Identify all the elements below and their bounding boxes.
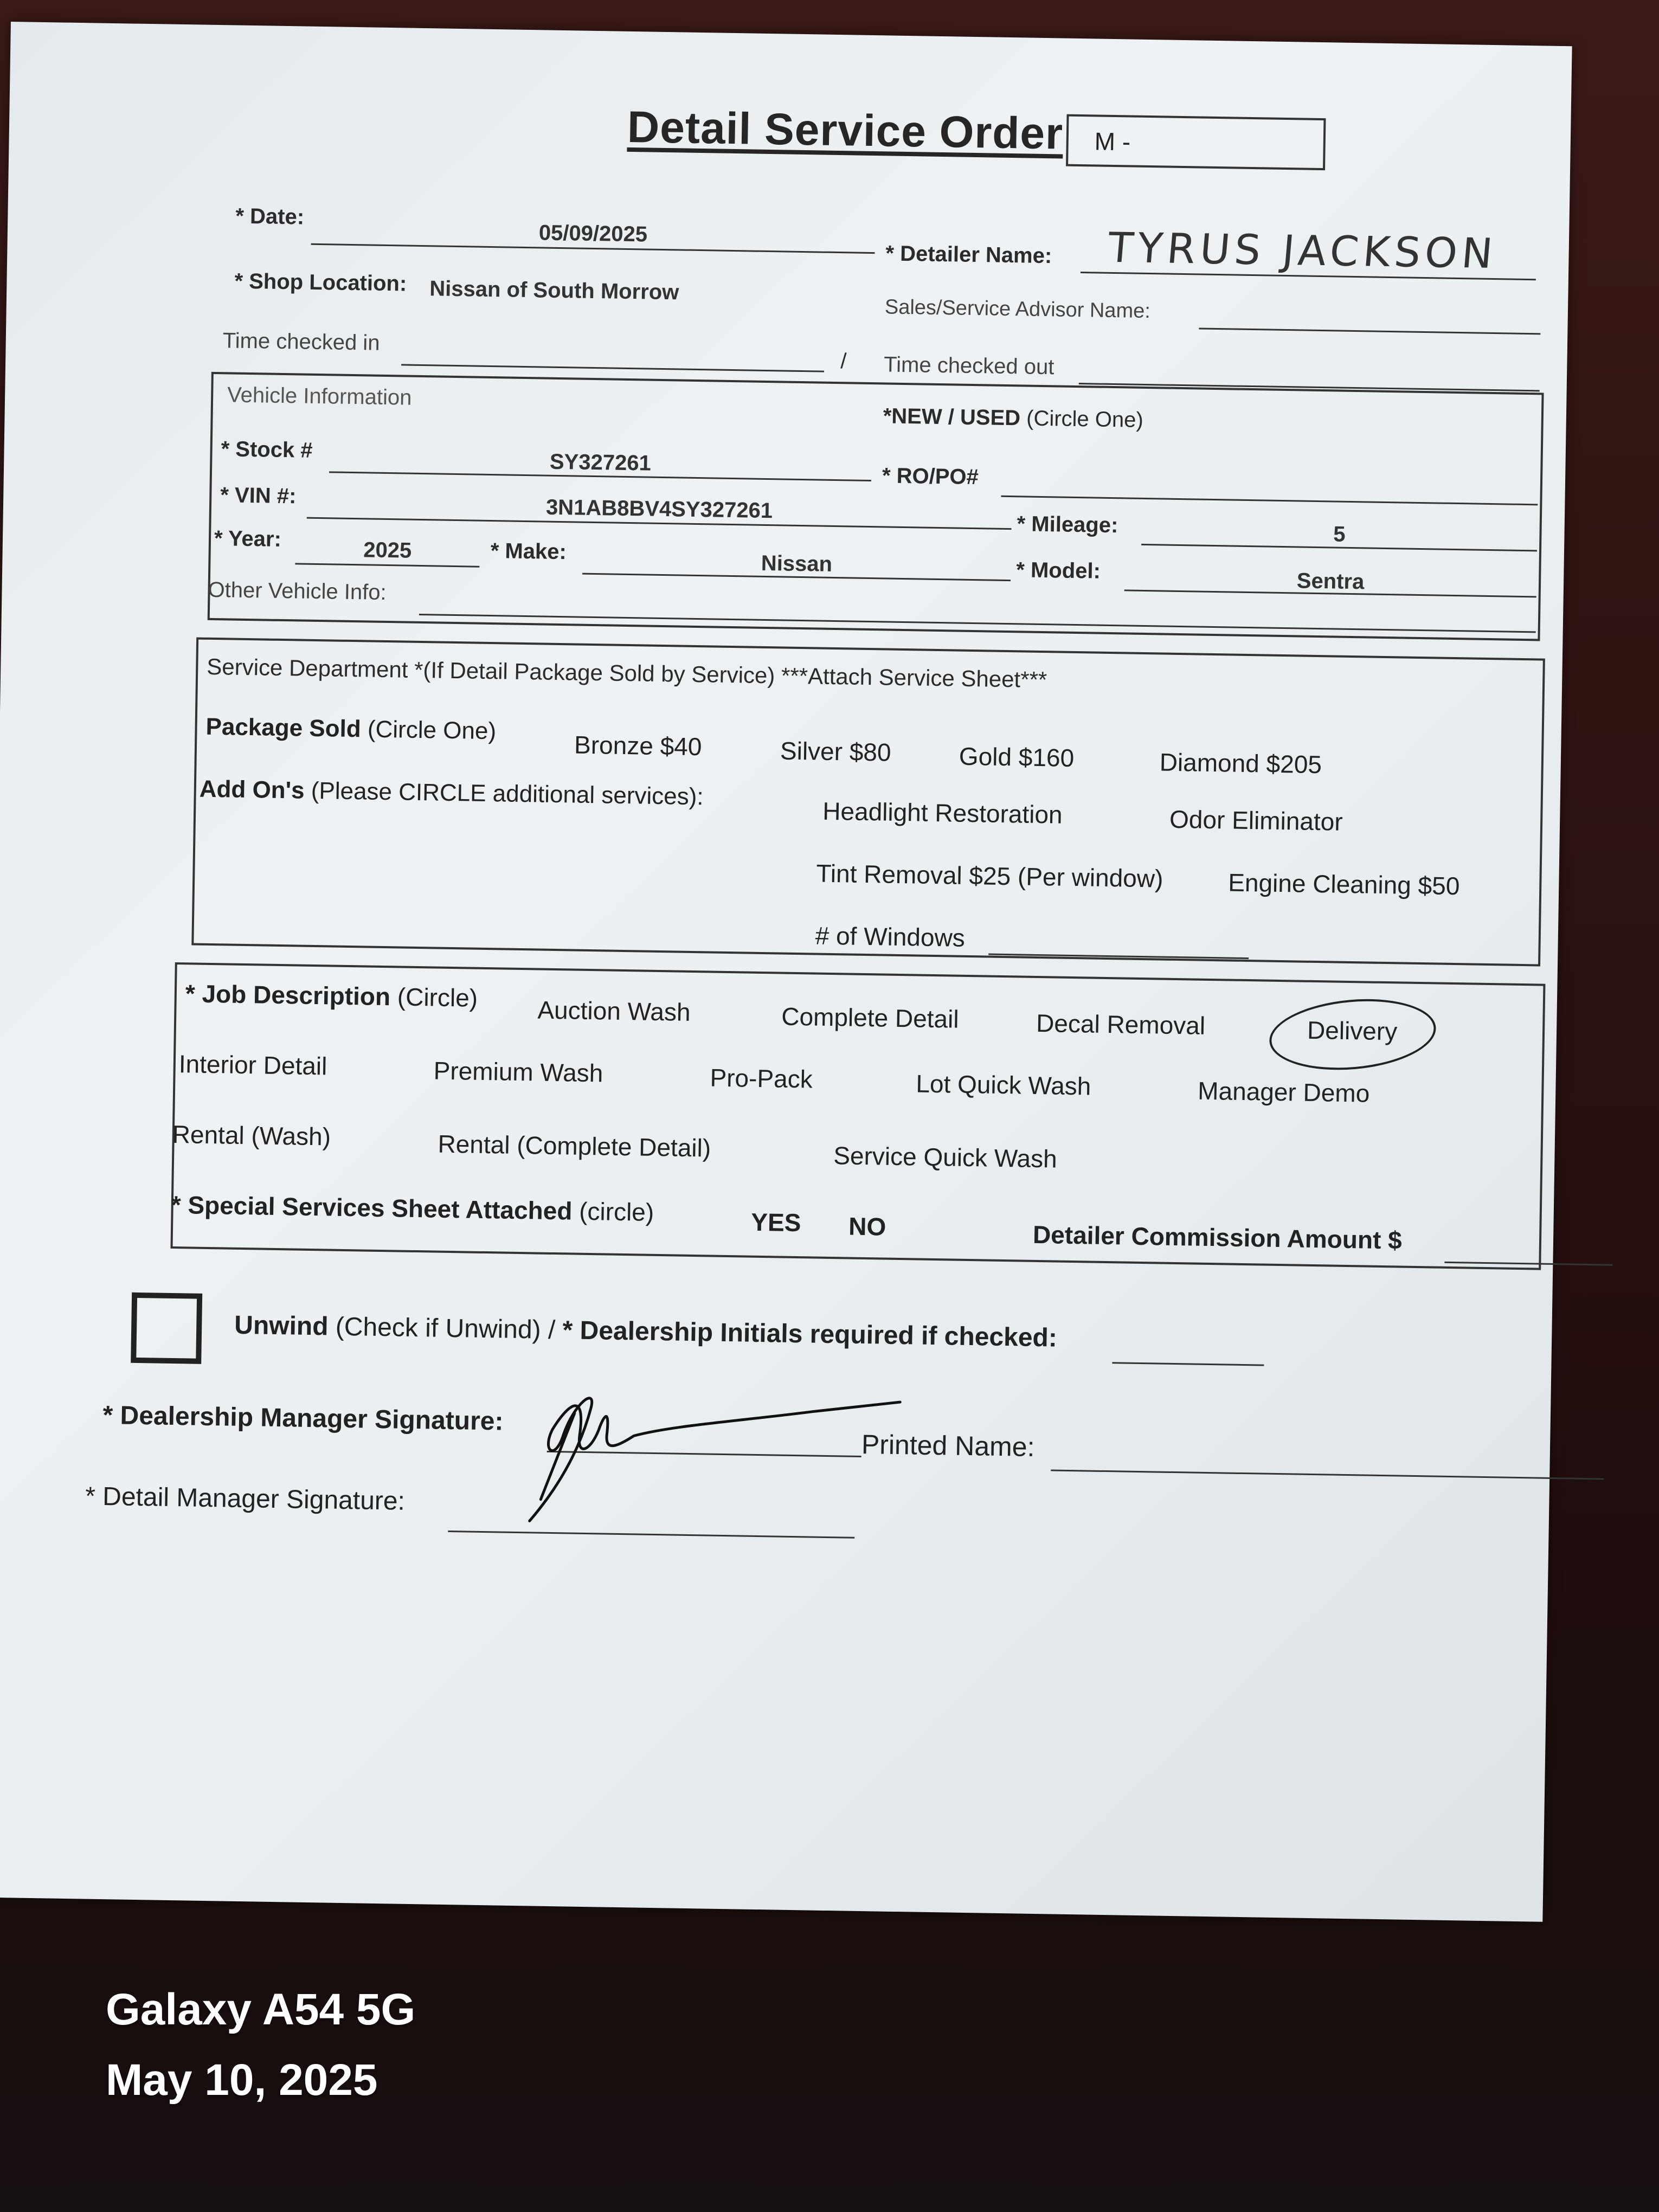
package-silver: Silver $80: [780, 736, 892, 767]
job-service-quick-wash: Service Quick Wash: [833, 1141, 1058, 1173]
add-ons-hint: (Please CIRCLE additional services):: [311, 777, 704, 811]
printed-name-line: [1051, 1469, 1604, 1480]
dealership-manager-signature-image: [507, 1369, 922, 1538]
job-rental-wash: Rental (Wash): [172, 1120, 331, 1151]
job-description-label: * Job Description: [185, 979, 391, 1011]
job-interior-detail: Interior Detail: [178, 1050, 327, 1081]
make-value: Nissan: [761, 551, 833, 576]
job-complete-detail: Complete Detail: [781, 1002, 959, 1033]
model-label: * Model:: [1015, 558, 1101, 583]
commission-label: Detailer Commission Amount $: [1032, 1220, 1403, 1255]
job-premium-wash: Premium Wash: [433, 1056, 603, 1088]
mileage-label: * Mileage:: [1017, 512, 1118, 538]
new-used-field: [883, 404, 1143, 433]
vin-label: * VIN #:: [220, 483, 297, 509]
date-label: * Date:: [235, 204, 305, 229]
dealership-initials-line: [1112, 1362, 1264, 1366]
detailer-name-label: * Detailer Name:: [885, 241, 1052, 268]
new-used-label: *NEW / USED: [883, 404, 1021, 430]
time-separator: /: [840, 349, 847, 374]
stock-value: SY327261: [549, 449, 652, 475]
dealership-manager-signature-label: * Dealership Manager Signature:: [102, 1400, 504, 1436]
dealership-initials-label: * Dealership Initials required if checked:: [562, 1316, 1058, 1353]
package-diamond: Diamond $205: [1159, 748, 1322, 779]
unwind-field: [234, 1310, 1057, 1353]
job-auction-wash: Auction Wash: [537, 995, 691, 1026]
unwind-label: Unwind: [234, 1310, 329, 1341]
time-in-label: Time checked in: [222, 329, 380, 355]
addon-headlight-restoration: Headlight Restoration: [822, 796, 1063, 829]
printed-name-label: Printed Name:: [861, 1429, 1035, 1462]
job-description-hint: (Circle): [397, 982, 478, 1012]
vehicle-info-label: Vehicle Information: [227, 383, 412, 410]
make-label: * Make:: [490, 539, 567, 564]
addon-tint-removal: Tint Removal $25 (Per window): [816, 859, 1163, 893]
device-name-overlay: Galaxy A54 5G: [106, 1985, 416, 2034]
shop-location-value: Nissan of South Morrow: [429, 276, 679, 305]
special-services-no: NO: [848, 1212, 886, 1241]
time-in-line: [401, 364, 824, 372]
addon-odor-eliminator: Odor Eliminator: [1169, 805, 1343, 836]
vin-value: 3N1AB8BV4SY327261: [545, 495, 773, 523]
job-decal-removal: Decal Removal: [1036, 1008, 1206, 1040]
time-out-label: Time checked out: [883, 352, 1054, 380]
new-used-hint: (Circle One): [1026, 406, 1144, 432]
detail-manager-signature-label: * Detail Manager Signature:: [85, 1482, 406, 1516]
model-value: Sentra: [1296, 569, 1365, 594]
shop-location-label: * Shop Location:: [234, 269, 407, 296]
service-header: Service Department *(If Detail Package Sold by Service) ***Attach Service Sheet***: [206, 653, 1047, 693]
package-gold: Gold $160: [959, 742, 1075, 772]
order-number-box: [1066, 114, 1326, 170]
package-sold-hint: (Circle One): [367, 716, 497, 745]
form-title: Detail Service Order: [627, 102, 1064, 159]
year-value: 2025: [363, 538, 412, 563]
advisor-name-line: [1199, 327, 1540, 335]
ro-po-label: * RO/PO#: [882, 464, 979, 490]
unwind-hint: (Check if Unwind) /: [335, 1312, 556, 1345]
photo-date-overlay: May 10, 2025: [106, 2055, 378, 2105]
detailer-name-value: TYRUS JACKSON: [1105, 223, 1499, 278]
special-services-yes: YES: [750, 1207, 801, 1237]
job-manager-demo: Manager Demo: [1197, 1076, 1370, 1108]
paper-form: [0, 22, 1572, 1922]
order-number-prefix: M -: [1094, 127, 1131, 156]
unwind-checkbox[interactable]: [131, 1293, 202, 1364]
windows-count-label: # of Windows: [815, 921, 966, 952]
job-delivery: Delivery: [1307, 1015, 1398, 1046]
stock-label: * Stock #: [221, 437, 313, 462]
package-sold-label: Package Sold: [205, 713, 362, 743]
addon-engine-cleaning: Engine Cleaning $50: [1227, 868, 1460, 901]
year-label: * Year:: [214, 526, 282, 551]
special-services-hint: (circle): [578, 1197, 654, 1226]
job-description-field: [185, 979, 478, 1012]
special-services-label: * Special Services Sheet Attached: [171, 1190, 573, 1225]
mileage-value: 5: [1333, 522, 1346, 546]
job-pro-pack: Pro-Pack: [710, 1063, 813, 1094]
job-rental-complete-detail: Rental (Complete Detail): [438, 1129, 711, 1162]
advisor-name-label: Sales/Service Advisor Name:: [884, 295, 1151, 323]
package-sold-field: [205, 713, 496, 745]
add-ons-label: Add On's: [199, 775, 305, 804]
job-lot-quick-wash: Lot Quick Wash: [916, 1069, 1091, 1101]
package-bronze: Bronze $40: [574, 730, 702, 761]
other-vehicle-info-label: Other Vehicle Info:: [208, 577, 387, 605]
date-value: 05/09/2025: [538, 221, 648, 247]
